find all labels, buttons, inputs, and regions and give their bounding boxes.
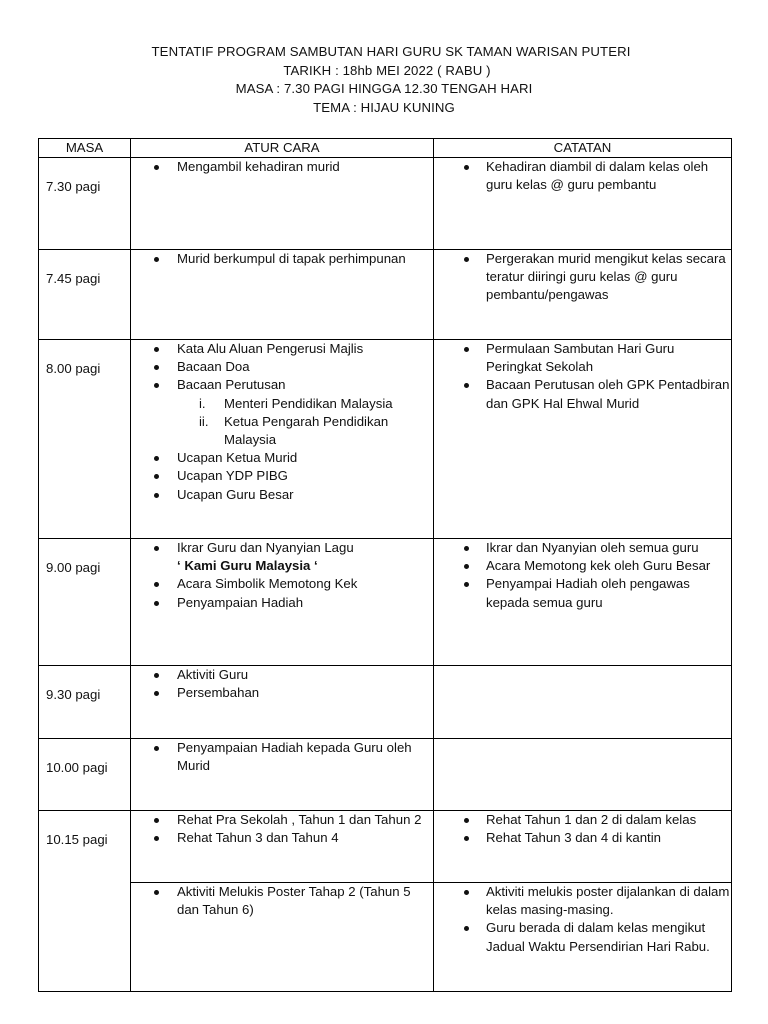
note-item: Bacaan Perutusan oleh GPK Pentadbiran dan GPK Hal Ehwal Murid: [434, 376, 731, 412]
agenda-item: Ucapan Guru Besar: [131, 486, 433, 504]
document-theme: TEMA : HIJAU KUNING: [313, 99, 455, 115]
time-cell: 9.30 pagi: [39, 666, 131, 739]
column-header-atur-cara: ATUR CARA: [131, 139, 434, 158]
agenda-cell: [131, 158, 434, 250]
time-cell: 9.00 pagi: [39, 539, 131, 666]
agenda-item: Aktiviti Guru: [131, 666, 433, 684]
note-item: Rehat Tahun 3 dan 4 di kantin: [434, 829, 731, 847]
table-header-row: [39, 139, 732, 158]
document-title: TENTATIF PROGRAM SAMBUTAN HARI GURU SK TAMAN WARISAN PUTERI: [151, 44, 631, 59]
time-cell: 10.00 pagi: [39, 739, 131, 811]
table-row: [39, 883, 732, 992]
table-row: [39, 340, 732, 539]
notes-cell: [434, 340, 732, 539]
agenda-item: Mengambil kehadiran murid: [131, 158, 433, 176]
agenda-cell: [131, 811, 434, 883]
agenda-cell: [131, 539, 434, 666]
time-cell: 8.00 pagi: [39, 340, 131, 539]
notes-cell: [434, 250, 732, 340]
agenda-item: Murid berkumpul di tapak perhimpunan: [131, 250, 433, 268]
note-item: Guru berada di dalam kelas mengikut Jadual Waktu Persendirian Hari Rabu.: [434, 919, 731, 955]
document-date: TARIKH : 18hb MEI 2022 ( RABU ): [283, 62, 491, 78]
note-item: Acara Memotong kek oleh Guru Besar: [434, 557, 731, 575]
agenda-item: Rehat Tahun 3 dan Tahun 4: [131, 829, 433, 847]
agenda-item: Bacaan Doa: [131, 358, 433, 376]
column-header-masa: MASA: [39, 139, 131, 158]
sub-item: [177, 395, 433, 413]
agenda-item: Penyampaian Hadiah kepada Guru oleh Murid: [131, 739, 433, 775]
agenda-item: Penyampaian Hadiah: [131, 594, 433, 612]
notes-cell: [434, 883, 732, 992]
notes-cell: [434, 158, 732, 250]
agenda-item: [131, 376, 433, 449]
sub-item-text: Menteri Pendidikan Malaysia: [224, 395, 393, 411]
table-row: [39, 739, 732, 811]
notes-cell: [434, 811, 732, 883]
agenda-item: Acara Simbolik Memotong Kek: [131, 575, 433, 593]
document-time: MASA : 7.30 PAGI HINGGA 12.30 TENGAH HARI: [235, 81, 533, 96]
agenda-cell: [131, 883, 434, 992]
time-cell: 7.45 pagi: [39, 250, 131, 340]
note-item: Aktiviti melukis poster dijalankan di dalam kelas masing-masing.: [434, 883, 731, 919]
note-item: Rehat Tahun 1 dan 2 di dalam kelas: [434, 811, 731, 829]
sub-item-number: i.: [199, 395, 206, 411]
agenda-item-label: Ikrar Guru dan Nyanyian Lagu: [177, 540, 354, 555]
agenda-item-label: Bacaan Perutusan: [177, 377, 286, 393]
column-header-catatan: CATATAN: [434, 139, 732, 158]
notes-cell: [434, 666, 732, 739]
agenda-item: [131, 539, 433, 575]
agenda-item: Aktiviti Melukis Poster Tahap 2 (Tahun 5 dan Tahun 6): [131, 883, 433, 919]
table-row: [39, 539, 732, 666]
sub-item-text: Ketua Pengarah Pendidikan Malaysia: [224, 413, 389, 448]
schedule-table: [38, 138, 732, 992]
notes-cell: [434, 539, 732, 666]
sub-item-number: ii.: [199, 413, 209, 429]
song-title: ‘ Kami Guru Malaysia ‘: [177, 558, 318, 574]
agenda-cell: [131, 739, 434, 811]
time-cell: 7.30 pagi: [39, 158, 131, 250]
agenda-cell: [131, 340, 434, 539]
time-cell: 10.15 pagi: [39, 811, 131, 992]
note-item: Penyampai Hadiah oleh pengawas kepada semua guru: [434, 575, 731, 611]
table-row: [39, 666, 732, 739]
agenda-item: Rehat Pra Sekolah , Tahun 1 dan Tahun 2: [131, 811, 433, 829]
sub-list: [177, 395, 433, 450]
note-item: Kehadiran diambil di dalam kelas oleh guru kelas @ guru pembantu: [434, 158, 731, 194]
agenda-cell: [131, 666, 434, 739]
agenda-item: Persembahan: [131, 684, 433, 702]
notes-cell: [434, 739, 732, 811]
table-row: [39, 811, 732, 883]
note-item: Permulaan Sambutan Hari Guru Peringkat Sekolah: [434, 340, 731, 376]
agenda-item: Kata Alu Aluan Pengerusi Majlis: [131, 340, 433, 358]
sub-item: [177, 413, 433, 449]
note-item: Pergerakan murid mengikut kelas secara teratur diiringi guru kelas @ guru pembantu/pengawas: [434, 250, 731, 305]
table-row: [39, 250, 732, 340]
agenda-item: Ucapan YDP PIBG: [131, 467, 433, 485]
agenda-item: Ucapan Ketua Murid: [131, 449, 433, 467]
agenda-cell: [131, 250, 434, 340]
table-row: [39, 158, 732, 250]
note-item: Ikrar dan Nyanyian oleh semua guru: [434, 539, 731, 557]
document-header: [0, 43, 768, 117]
